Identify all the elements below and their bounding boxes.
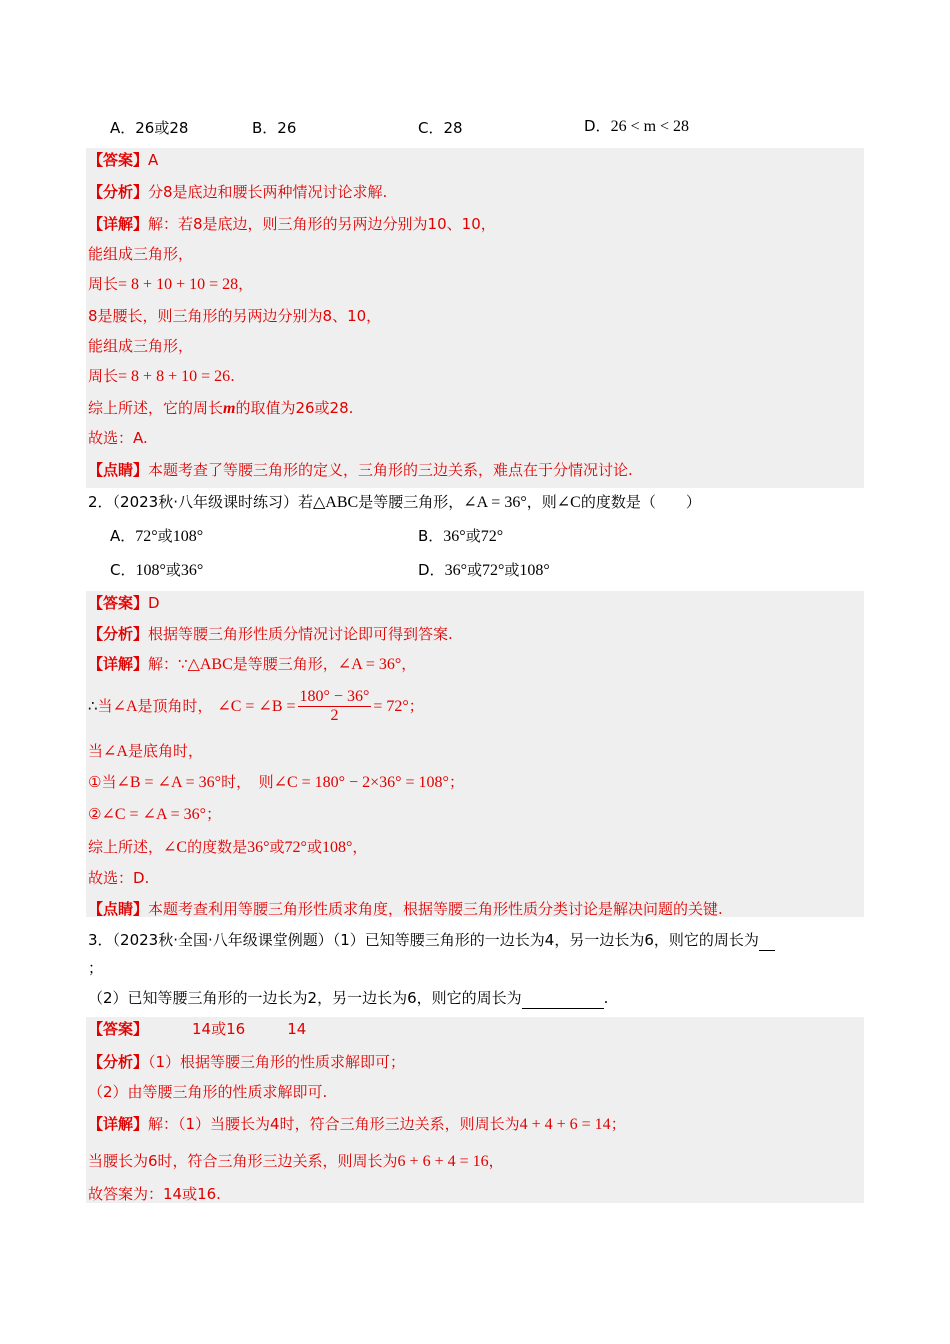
q2-detail-4 bbox=[88, 772, 464, 793]
question-text: 的度数是（ ） bbox=[580, 493, 701, 511]
detail-text: 解：若8是底边，则三角形的另两边分别为10、10， bbox=[148, 215, 496, 233]
question-number: 3． bbox=[88, 931, 113, 949]
option-label: B． bbox=[252, 119, 278, 137]
q1-detail-8: 故选：A. bbox=[88, 429, 148, 447]
answer-value: D bbox=[148, 594, 160, 612]
detail-math: △ABC bbox=[187, 656, 233, 673]
q2-option-d bbox=[418, 560, 550, 581]
detail-text: 时， 则 bbox=[221, 773, 274, 791]
answer-value: 14或16 bbox=[192, 1020, 246, 1038]
option-label: A． bbox=[110, 527, 136, 545]
question-text: （2023秋·八年级课时练习）若 bbox=[112, 493, 313, 511]
q1-option-c bbox=[418, 118, 463, 138]
option-math: 36° bbox=[443, 528, 466, 545]
detail-math: 4 + 4 + 6 = 14 bbox=[519, 1116, 611, 1133]
analysis-tag: 【分析】 bbox=[88, 183, 149, 201]
q2-option-a bbox=[110, 526, 203, 547]
detail-text: ， bbox=[352, 838, 368, 856]
answer-value: A bbox=[148, 151, 159, 169]
detail-text: 是顶角时， bbox=[137, 697, 213, 715]
detail-math: 36° bbox=[247, 839, 270, 856]
detail-text: ①当 bbox=[88, 773, 117, 791]
q3-detail-3: 故答案为：14或16. bbox=[88, 1185, 221, 1203]
detail-text: 当腰长为6时，符合三角形三边关系，则周长为 bbox=[88, 1152, 398, 1170]
detail-math: ∠C = ∠A = 36° bbox=[101, 806, 207, 823]
q2-detail-5 bbox=[88, 804, 221, 825]
q2-detail-6 bbox=[88, 837, 367, 858]
detail-text: ② bbox=[88, 805, 102, 823]
detail-math: = 8 + 8 + 10 = 26 bbox=[118, 368, 231, 385]
detail-text: 解：（1）当腰长为4时，符合三角形三边关系，则周长为 bbox=[148, 1115, 520, 1133]
answer-tag: 【答案】 bbox=[88, 151, 149, 169]
answer-tag: 【答案】 bbox=[88, 594, 149, 612]
detail-text: ； bbox=[408, 697, 424, 715]
q2-detail-7: 故选：D. bbox=[88, 869, 150, 887]
answer-blank bbox=[522, 988, 604, 1009]
analysis-tag: 【分析】 bbox=[88, 625, 149, 643]
detail-math: = 72° bbox=[373, 698, 409, 715]
q2-comment bbox=[88, 899, 723, 919]
option-math: 108° bbox=[519, 562, 550, 579]
detail-text: 是底角时， bbox=[127, 742, 203, 760]
answer-value: 14 bbox=[287, 1020, 307, 1038]
answer-tag: 【答案】 bbox=[88, 1020, 149, 1038]
q2-option-c bbox=[110, 560, 203, 581]
detail-text: 综上所述， bbox=[88, 838, 164, 856]
q2-option-b bbox=[418, 526, 503, 547]
analysis-text: （1）根据等腰三角形的性质求解即可； bbox=[148, 1053, 406, 1071]
detail-math: ∠B = ∠A = 36° bbox=[116, 774, 222, 791]
analysis-text: 根据等腰三角形性质分情况讨论即可得到答案. bbox=[148, 625, 453, 643]
q2-detail-1 bbox=[88, 654, 416, 675]
question-text: （2）已知等腰三角形的一边长为2，另一边长为6，则它的周长为 bbox=[88, 989, 522, 1007]
q1-analysis bbox=[88, 182, 387, 202]
question-text: 是等腰三角形， bbox=[358, 493, 464, 511]
analysis-text: 分8是底边和腰长两种情况讨论求解. bbox=[148, 183, 388, 201]
detail-text: 的度数是 bbox=[187, 838, 248, 856]
detail-text: . bbox=[230, 367, 235, 385]
q1-option-d bbox=[584, 116, 689, 137]
variable-m: m bbox=[223, 400, 236, 417]
q1-detail-7 bbox=[88, 398, 353, 419]
q2-detail-2 bbox=[88, 686, 424, 727]
option-label: C． bbox=[418, 119, 444, 137]
option-label: B． bbox=[418, 527, 444, 545]
q3-stem-1-end: ； bbox=[88, 959, 104, 977]
question-math: △ABC bbox=[313, 494, 359, 511]
option-label: D． bbox=[418, 561, 445, 579]
option-text: 26 bbox=[277, 119, 297, 137]
question-text: ，则 bbox=[526, 493, 557, 511]
option-text: 26或28 bbox=[135, 119, 189, 137]
q1-answer bbox=[88, 150, 158, 170]
q3-solution-background bbox=[86, 1017, 864, 1203]
q2-stem bbox=[88, 492, 701, 513]
detail-math: 6 + 6 + 4 = 16 bbox=[397, 1153, 489, 1170]
option-text: 或 bbox=[466, 561, 482, 579]
q3-detail-1 bbox=[88, 1114, 626, 1135]
q3-analysis-1 bbox=[88, 1052, 405, 1072]
q3-stem-2 bbox=[88, 988, 608, 1009]
q3-stem-1 bbox=[88, 930, 775, 951]
comment-text: 本题考查利用等腰三角形性质求角度，根据等腰三角形性质分类讨论是解决问题的关键. bbox=[148, 900, 723, 918]
q3-detail-2 bbox=[88, 1151, 504, 1172]
therefore-symbol: ∴ bbox=[88, 697, 98, 715]
detail-text: ， bbox=[238, 275, 254, 293]
detail-text: 当 bbox=[97, 697, 113, 715]
detail-text: ； bbox=[448, 773, 464, 791]
option-text: 28 bbox=[443, 119, 463, 137]
option-math: 26 < m < 28 bbox=[610, 118, 690, 135]
detail-tag: 【详解】 bbox=[88, 215, 149, 233]
question-number: 2． bbox=[88, 493, 113, 511]
q3-analysis-2: （2）由等腰三角形的性质求解即可. bbox=[88, 1083, 328, 1101]
option-math: 72° bbox=[135, 528, 158, 545]
question-text: （2023秋·全国·八年级课堂例题）（1）已知等腰三角形的一边长为4，另一边长为6，则它的周长为 bbox=[112, 931, 759, 949]
detail-text: 当 bbox=[88, 742, 104, 760]
detail-text: 周长 bbox=[88, 275, 119, 293]
fraction-denominator: 2 bbox=[330, 707, 339, 724]
option-math: 108° bbox=[172, 528, 204, 545]
detail-text: 或 bbox=[306, 838, 322, 856]
detail-math: = 8 + 10 + 10 = 28 bbox=[118, 276, 239, 293]
detail-text: 综上所述，它的周长 bbox=[88, 399, 224, 417]
option-text: 或 bbox=[165, 561, 181, 579]
q2-answer bbox=[88, 593, 160, 613]
option-label: A． bbox=[110, 119, 136, 137]
q3-answer bbox=[88, 1019, 306, 1039]
analysis-tag: 【分析】 bbox=[88, 1053, 149, 1071]
option-math: 72° bbox=[481, 562, 505, 579]
q2-analysis bbox=[88, 624, 453, 644]
q1-detail-1 bbox=[88, 214, 496, 234]
detail-text: ， bbox=[401, 655, 417, 673]
question-text: . bbox=[603, 989, 609, 1007]
detail-text: 是等腰三角形， bbox=[232, 655, 338, 673]
fraction-numerator: 180° − 36° bbox=[299, 688, 370, 705]
detail-math: ∠A bbox=[112, 698, 138, 715]
q1-comment bbox=[88, 460, 633, 480]
option-math: 108° bbox=[135, 562, 166, 579]
detail-math: ∠C = 180° − 2×36° = 108° bbox=[273, 774, 449, 791]
option-label: D． bbox=[584, 117, 611, 135]
detail-text: ， bbox=[488, 1152, 504, 1170]
option-math: 36° bbox=[180, 562, 204, 579]
question-math: ∠A = 36° bbox=[463, 494, 527, 511]
fraction bbox=[298, 688, 372, 725]
detail-math: 108° bbox=[321, 839, 353, 856]
comment-text: 本题考查了等腰三角形的定义，三角形的三边关系，难点在于分情况讨论. bbox=[148, 461, 633, 479]
answer-blank bbox=[759, 930, 775, 951]
detail-math: ∠A bbox=[103, 743, 128, 760]
comment-tag: 【点睛】 bbox=[88, 900, 149, 918]
detail-text: 周长 bbox=[88, 367, 119, 385]
option-math: 36° bbox=[444, 562, 467, 579]
detail-math: ∠C = ∠B = bbox=[217, 698, 296, 715]
q1-detail-6 bbox=[88, 366, 235, 387]
option-math: 72° bbox=[480, 528, 504, 545]
detail-math: 72° bbox=[284, 839, 307, 856]
q1-detail-4: 8是腰长，则三角形的另两边分别为8、10， bbox=[88, 307, 382, 325]
q2-detail-3 bbox=[88, 741, 203, 762]
detail-text: 解：∵ bbox=[148, 655, 188, 673]
detail-text: ； bbox=[206, 805, 222, 823]
detail-math: ∠A = 36° bbox=[337, 656, 402, 673]
detail-text: ； bbox=[610, 1115, 626, 1133]
q1-detail-3 bbox=[88, 274, 253, 295]
option-label: C． bbox=[110, 561, 136, 579]
detail-text: 或 bbox=[269, 838, 285, 856]
detail-tag: 【详解】 bbox=[88, 1115, 149, 1133]
question-math: ∠C bbox=[556, 494, 581, 511]
q1-option-a bbox=[110, 118, 188, 138]
detail-tag: 【详解】 bbox=[88, 655, 149, 673]
q1-option-b bbox=[252, 118, 296, 138]
detail-text: 的取值为26或28. bbox=[235, 399, 354, 417]
q1-detail-2: 能组成三角形， bbox=[88, 245, 194, 263]
option-text: 或 bbox=[504, 561, 520, 579]
option-text: 或 bbox=[465, 527, 481, 545]
detail-math: ∠C bbox=[163, 839, 188, 856]
q1-detail-5: 能组成三角形， bbox=[88, 337, 194, 355]
comment-tag: 【点睛】 bbox=[88, 461, 149, 479]
option-text: 或 bbox=[157, 527, 173, 545]
